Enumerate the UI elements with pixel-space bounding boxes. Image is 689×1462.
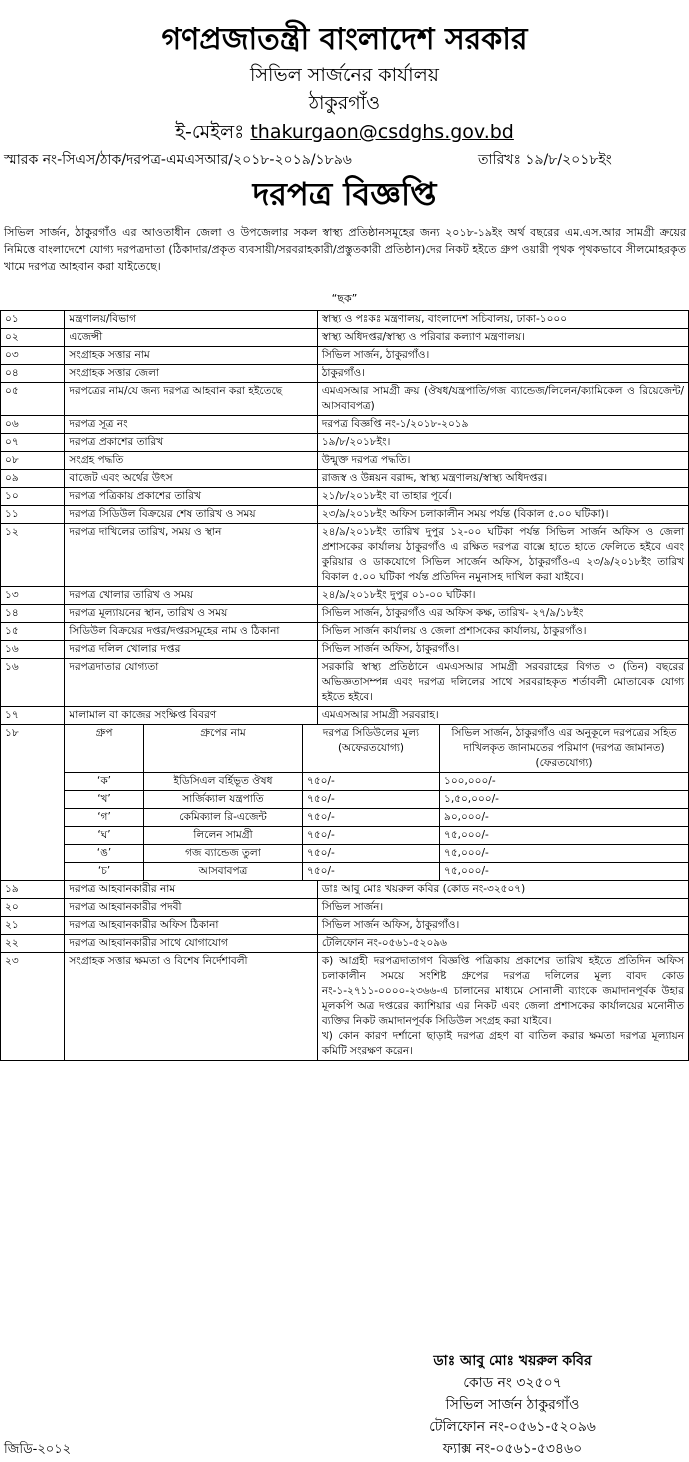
row-value: ২৩/৯/২০১৮ইং অফিস চলাকালীন সময় পর্যন্ত (বিকাল ৫.০০ ঘটিকা)। <box>317 506 688 524</box>
table-row <box>1 434 689 452</box>
group-name: কেমিক্যাল রি-এজেন্ট <box>144 809 303 827</box>
email-line <box>0 118 689 146</box>
table-row <box>1 659 689 707</box>
group-row <box>1 809 689 827</box>
email-label: ই-মেইলঃ <box>175 121 251 143</box>
row-label: দরপত্র আহবানকারীর অফিস ঠিকানা <box>65 917 317 935</box>
group-header: গ্রুপ <box>65 725 144 773</box>
deposit-header: সিভিল সার্জন, ঠাকুরগাঁও এর অনুকূলে দরপত্রের সহিত দাখিলকৃত জানামতের পরিমাণ (দরপত্র জামানত) (ফেরতযোগ্য) <box>440 725 689 773</box>
table-row <box>1 953 689 1061</box>
row-label: দরপত্র পত্রিকায় প্রকাশের তারিখ <box>65 488 317 506</box>
row-value: সিভিল সার্জন কার্যালয় ও জেলা প্রশাসকের কার্যালয়, ঠাকুরগাঁও। <box>317 623 688 641</box>
group-letter: ‘ঘ’ <box>65 827 144 845</box>
table-row <box>1 311 689 329</box>
row-number: ১৭ <box>1 707 65 725</box>
row-label: দরপত্র সিডিউল বিক্রয়ের শেষ তারিখ ও সময় <box>65 506 317 524</box>
row-label: দরপত্র আহবানকারীর পদবী <box>65 899 317 917</box>
group-header-row <box>1 725 689 773</box>
row-label: বাজেট এবং অর্থের উৎস <box>65 470 317 488</box>
schedule-price: ৭৫০/- <box>303 809 440 827</box>
schedule-price: ৭৫০/- <box>303 845 440 863</box>
row-label: সংগ্রাহক সত্তার জেলা <box>65 365 317 383</box>
table-row <box>1 587 689 605</box>
table-row <box>1 623 689 641</box>
row-number: ১০ <box>1 488 65 506</box>
row-number: ২০ <box>1 899 65 917</box>
memo-number: স্মারক নং-সিএস/ঠাক/দরপত্র-এমএসআর/২০১৮-২০১৯/১৮৯৬ <box>4 152 352 168</box>
row-value: ২৪/৯/২০১৮ইং তারিখ দুপুর ১২-০০ ঘটিকা পর্যন্ত সিভিল সার্জন অফিস ও জেলা প্রশাসকের কার্যালয় ঠাকুরগাঁও এ রক্ষিত দরপত্র বাক্সে হাতে হাতে ফেলিতে হইবে এবং কুরিয়ার ও ডাকযোগে সিভিল সার্জেন অফিস, ঠাকুরগাঁও-এ ২৩/৯/২০১৮ইং তারিখ বিকাল ৫.০০ ঘটিকা পর্যন্ত প্রতিদিন নমুনাসহ দাখিল করা যাইবে। <box>317 524 688 587</box>
chart-label: “ছক” <box>331 292 358 305</box>
row-number: ১৯ <box>1 881 65 899</box>
group-letter: ‘ঙ’ <box>65 845 144 863</box>
group-name: লিলেন সামগ্রী <box>144 827 303 845</box>
row-label: দরপত্র দাখিলের তারিখ, সময় ও স্থান <box>65 524 317 587</box>
signatory-fax: ফ্যাক্স নং-০৫৬১-৫৩৪৬০ <box>442 1441 583 1457</box>
notice-title: দরপত্র বিজ্ঞপ্তি <box>252 175 437 213</box>
deposit-amount: ১,৫০,০০০/- <box>440 791 689 809</box>
schedule-price: ৭৫০/- <box>303 791 440 809</box>
group-row <box>1 827 689 845</box>
government-title: গণপ্রজাতন্ত্রী বাংলাদেশ সরকার <box>161 22 528 57</box>
signatory-designation: সিভিল সার্জন ঠাকুরগাঁও <box>445 1397 580 1413</box>
group-row <box>1 773 689 791</box>
row-number: ০২ <box>1 329 65 347</box>
row-label: দরপত্র প্রকাশের তারিখ <box>65 434 317 452</box>
schedule-price: ৭৫০/- <box>303 863 440 881</box>
deposit-amount: ১০০,০০০/- <box>440 773 689 791</box>
row-label: সংগ্রহ পদ্ধতি <box>65 452 317 470</box>
row-label: দরপত্র দলিল খোলার দপ্তর <box>65 641 317 659</box>
tender-details-table-a <box>0 310 689 725</box>
office-name: সিভিল সার্জনের কার্যালয় <box>250 64 439 86</box>
row-label: দরপত্রের নাম/যে জন্য দরপত্র আহবান করা হইতেছে <box>65 383 317 416</box>
row-value: উন্মুক্ত দরপত্র পদ্ধতি। <box>317 452 688 470</box>
table-row <box>1 899 689 917</box>
district-name: ঠাকুরগাঁও <box>308 92 381 114</box>
row-number: ২৩ <box>1 953 65 1061</box>
row-value: সরকারি স্বাস্থ্য প্রতিষ্ঠানে এমএসআর সামগ্রী সরবরাহের বিগত ৩ (তিন) বছরের অভিজ্ঞতাসম্পন্ন এবং দরপত্র দলিলের সাথে সরবরাহকৃত শর্তাবলী মোতাবেক যোগ্য হইতে হইবে। <box>317 659 688 707</box>
group-table <box>0 724 689 881</box>
table-row <box>1 641 689 659</box>
group-name: গজ ব্যান্ডেজ তুলা <box>144 845 303 863</box>
schedule-price: ৭৫০/- <box>303 773 440 791</box>
row-label: দরপত্র মূল্যায়নের স্থান, তারিখ ও সময় <box>65 605 317 623</box>
signature-block <box>410 1350 615 1460</box>
schedule-price-header: দরপত্র সিডিউলের মূল্য (অফেরতযোগ্য) <box>303 725 440 773</box>
row-value: স্বাস্থ্য ও পঃকঃ মন্ত্রণালয়, বাংলাদেশ সচিবালয়, ঢাকা-১০০০ <box>317 311 688 329</box>
email-link[interactable]: thakurgaon@csdghs.gov.bd <box>250 121 514 143</box>
row-number: ১৮ <box>1 725 65 881</box>
instruction-a: ক) আগ্রহী দরপত্রদাতাগণ বিজ্ঞপ্তি পত্রিকায় প্রকাশের তারিখ হইতে প্রতিদিন অফিস চলাকালীন সময়ে সংশিষ্ট গ্রুপের দরপত্র দলিলের মূল্য বাবদ কোড নং-১-২৭১১-০০০০-২৩৬৬-এ চালানের মাধ্যমে সোনালী ব্যাংকে জমাদানপূর্বক উহার মূলকপি অত্র দপ্তরের ক্যাশিয়ার এর নিকট এবং জেলা প্রশাসকের কার্যালয়ের মনোনীত ব্যক্তির নিকট জমাদানপূর্বক সিডিউল সংগ্রহ করা যাইবে। <box>321 955 684 1027</box>
row-value: রাজস্ব ও উন্নয়ন বরাদ্দ, স্বাস্থ্য মন্ত্রণালয়/স্বাস্থ্য অধিদপ্তর। <box>317 470 688 488</box>
deposit-amount: ৭৫,০০০/- <box>440 827 689 845</box>
group-row <box>1 863 689 881</box>
tender-details-table-b <box>0 880 689 1061</box>
group-name: সার্জিক্যাল যন্ত্রপাতি <box>144 791 303 809</box>
table-row <box>1 470 689 488</box>
row-number: ১৩ <box>1 587 65 605</box>
row-label: দরপত্র সূত্র নং <box>65 416 317 434</box>
row-number: ২১ <box>1 917 65 935</box>
row-label: এজেন্সী <box>65 329 317 347</box>
group-letter: ‘খ’ <box>65 791 144 809</box>
row-value: এমএসআর সামগ্রী ক্রয় (ঔষধ/যন্ত্রপাতি/গজ ব্যান্ডেজ/লিলেন/ক্যামিকেল ও রিয়েজেন্ট/আসবাবপত্র) <box>317 383 688 416</box>
table-row <box>1 329 689 347</box>
table-row <box>1 452 689 470</box>
table-row <box>1 935 689 953</box>
row-value: ২৪/৯/২০১৮ইং দুপুর ০১-০০ ঘটিকা। <box>317 587 688 605</box>
row-number: ১৫ <box>1 623 65 641</box>
row-number: ০৩ <box>1 347 65 365</box>
row-number: ১৬ <box>1 641 65 659</box>
row-value: টেলিফোন নং-০৫৬১-৫২০৯৬ <box>317 935 688 953</box>
row-value: ১৯/৮/২০১৮ইং। <box>317 434 688 452</box>
row-value: ২১/৮/২০১৮ইং বা তাহার পূর্বে। <box>317 488 688 506</box>
row-number: ০৮ <box>1 452 65 470</box>
row-number: ০৫ <box>1 383 65 416</box>
deposit-amount: ৭৫,০০০/- <box>440 845 689 863</box>
row-number: ০১ <box>1 311 65 329</box>
group-row <box>1 791 689 809</box>
row-value: এমএসআর সামগ্রী সরবরাহ। <box>317 707 688 725</box>
row-number: ০৬ <box>1 416 65 434</box>
row-number: ১৪ <box>1 605 65 623</box>
row-value: সিভিল সার্জন অফিস, ঠাকুরগাঁও। <box>317 917 688 935</box>
row-value: সিভিল সার্জন, ঠাকুরগাঁও। <box>317 347 688 365</box>
row-label: মালামাল বা কাজের সংক্ষিপ্ত বিবরণ <box>65 707 317 725</box>
row-value: দরপত্র বিজ্ঞপ্তি নং-১/২০১৮-২০১৯ <box>317 416 688 434</box>
schedule-price: ৭৫০/- <box>303 827 440 845</box>
row-number: ২২ <box>1 935 65 953</box>
deposit-amount: ৭৫,০০০/- <box>440 863 689 881</box>
row-label: সংগ্রাহক সত্তার ক্ষমতা ও বিশেষ নির্দেশাবলী <box>65 953 317 1061</box>
table-row <box>1 365 689 383</box>
row-label: দরপত্র খোলার তারিখ ও সময় <box>65 587 317 605</box>
group-letter: ‘চ’ <box>65 863 144 881</box>
table-row <box>1 416 689 434</box>
signatory-phone: টেলিফোন নং-০৫৬১-৫২০৯৬ <box>429 1419 596 1435</box>
row-label: দরপত্র আহবানকারীর নাম <box>65 881 317 899</box>
gd-code: জিডি-২০১২ <box>4 1442 72 1457</box>
row-number: ০৯ <box>1 470 65 488</box>
table-row <box>1 506 689 524</box>
group-name-header: গ্রুপের নাম <box>144 725 303 773</box>
table-row <box>1 524 689 587</box>
row-label: দরপত্রদাতার যোগ্যতা <box>65 659 317 707</box>
row-value: ডাঃ আবু মোঃ খয়রুল কবির (কোড নং-৩২৫০৭) <box>317 881 688 899</box>
table-row <box>1 881 689 899</box>
row-label: দরপত্র আহবানকারীর সাথে যোগাযোগ <box>65 935 317 953</box>
intro-paragraph: সিভিল সার্জন, ঠাকুরগাঁও এর আওতাধীন জেলা ও উপজেলার সকল স্বাস্থ্য প্রতিষ্ঠানসমূহের জন্য ২০১৮-১৯ইং অর্থ বছরের এম.এস.আর সামগ্রী ক্রয়ের নিমিত্তে বাংলাদেশে যোগ্য দরপত্রদাতা (ঠিকাদার/প্রকৃত ব্যবসায়ী/সরবরাহকারী/প্রস্তুতকারী প্রতিষ্ঠান)দের নিকট হইতে গ্রুপ ওয়ারী পৃথক পৃথকভাবে সীলমোহরকৃত খামে দরপত্র আহবান করা যাইতেছে। <box>4 226 686 273</box>
row-value: সিভিল সার্জন। <box>317 899 688 917</box>
table-row <box>1 488 689 506</box>
row-label: মন্ত্রণালয়/বিভাগ <box>65 311 317 329</box>
table-row <box>1 383 689 416</box>
row-label: সিডিউল বিক্রয়ের দপ্তর/দপ্তরসমূহের নাম ও ঠিকানা <box>65 623 317 641</box>
signatory-code: কোড নং ৩২৫০৭ <box>463 1375 562 1391</box>
row-number: ০৭ <box>1 434 65 452</box>
row-value: ঠাকুরগাঁও। <box>317 365 688 383</box>
group-letter: ‘ক’ <box>65 773 144 791</box>
row-number: ১৬ <box>1 659 65 707</box>
row-number: ১১ <box>1 506 65 524</box>
group-name: ইডিসিএল বর্হিভূত ঔষধ <box>144 773 303 791</box>
table-row <box>1 707 689 725</box>
table-row <box>1 605 689 623</box>
row-number: ১২ <box>1 524 65 587</box>
row-value <box>317 953 688 1061</box>
table-row <box>1 347 689 365</box>
instruction-b: খ) কোন কারণ দর্শানো ছাড়াই দরপত্র গ্রহণ বা বাতিল করার ক্ষমতা দরপত্র মূল্যায়ন কমিটি সংরক্ষণ করেন। <box>321 1030 684 1057</box>
group-letter: ‘গ’ <box>65 809 144 827</box>
row-number: ০৪ <box>1 365 65 383</box>
deposit-amount: ৯০,০০০/- <box>440 809 689 827</box>
table-row <box>1 917 689 935</box>
group-name: আসবাবপত্র <box>144 863 303 881</box>
row-value: সিভিল সার্জন অফিস, ঠাকুরগাঁও। <box>317 641 688 659</box>
row-value: সিভিল সার্জন, ঠাকুরগাঁও এর অফিস কক্ষ, তারিখ- ২৭/৯/১৮ইং <box>317 605 688 623</box>
signatory-name: ডাঃ আবু মোঃ খয়রুল কবির <box>433 1353 592 1369</box>
memo-date: তারিখঃ ১৯/৮/২০১৮ইং <box>478 152 612 168</box>
row-label: সংগ্রাহক সত্তার নাম <box>65 347 317 365</box>
group-row <box>1 845 689 863</box>
row-value: স্বাস্থ্য অধিদপ্তর/স্বাস্থ্য ও পরিবার কল্যাণ মন্ত্রণালয়। <box>317 329 688 347</box>
